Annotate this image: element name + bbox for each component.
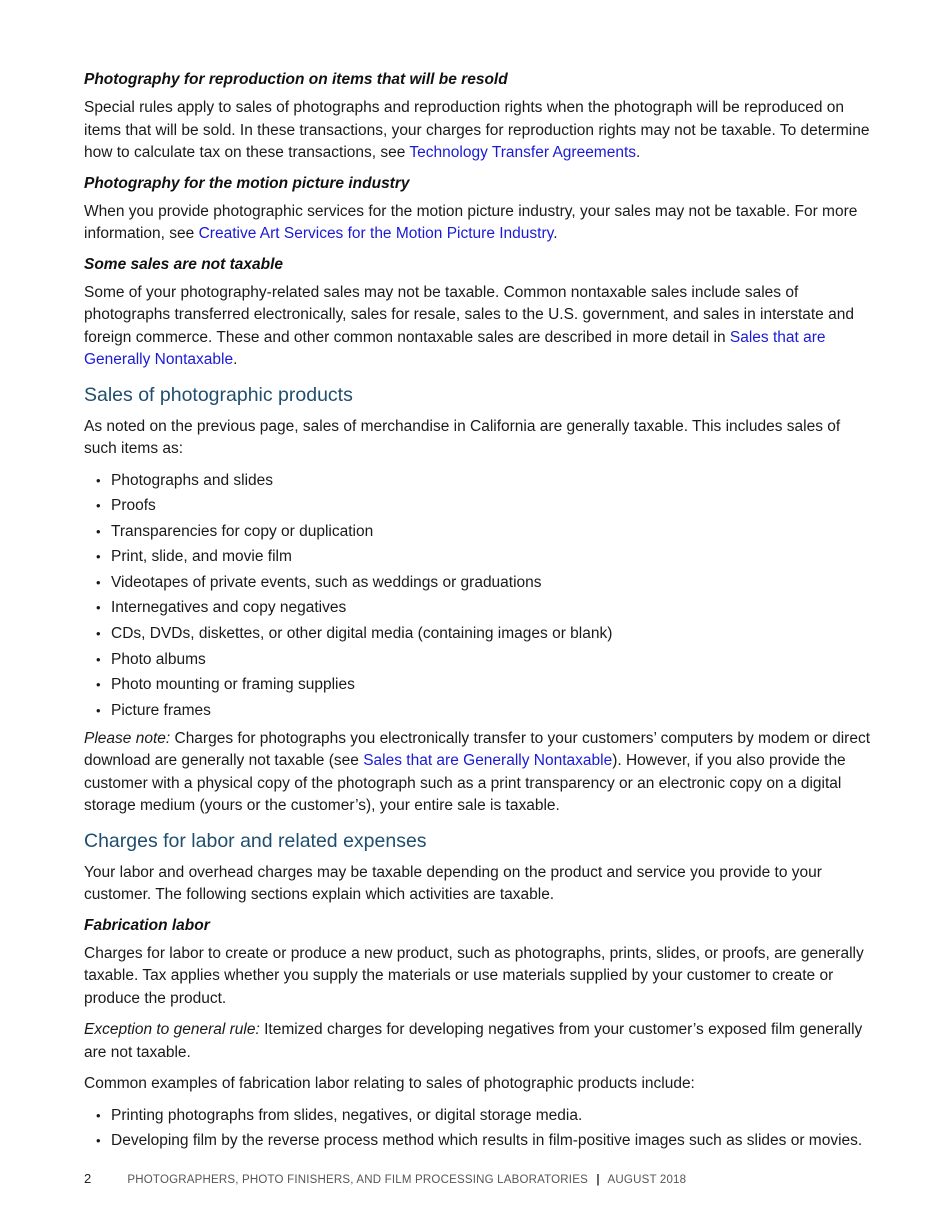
please-note-tail: ). However, if you also provide the customer with a physical copy of the photograph such as a print transparency or an electronic copy on a digital storage medium (yours or the customer’s), your entire sale is taxable.	[84, 752, 846, 815]
nontaxable-sales-link[interactable]: Sales that are Generally Nontaxable	[84, 328, 826, 368]
footer-separator: |	[596, 1174, 600, 1186]
nontaxable-sales-link-2[interactable]: Sales that are Generally Nontaxable	[363, 752, 613, 770]
list-item-text: Photo albums	[111, 650, 206, 668]
reproduction-tail: .	[636, 144, 641, 161]
list-item	[84, 597, 874, 619]
labor-title: Charges for labor and related expenses	[84, 829, 427, 852]
motion-picture-paragraph	[84, 201, 874, 246]
bullet-icon: •	[96, 1133, 101, 1149]
bullet-icon: •	[96, 1107, 101, 1123]
list-item-text: Proofs	[111, 497, 156, 515]
bullet-icon: •	[96, 523, 101, 539]
list-item	[84, 495, 874, 517]
photo-products-title: Sales of photographic products	[84, 383, 353, 406]
list-item-text: Videotapes of private events, such as weddings or graduations	[111, 573, 542, 591]
not-taxable-heading: Some sales are not taxable	[84, 255, 284, 273]
not-taxable-paragraph	[84, 282, 874, 372]
page-number: 2	[84, 1171, 92, 1186]
publication-title: PHOTOGRAPHERS, PHOTO FINISHERS, AND FILM PROCESSING LABORATORIES	[127, 1174, 588, 1186]
exception-paragraph	[84, 1019, 874, 1064]
bullet-icon: •	[96, 498, 101, 514]
examples-intro: Common examples of fabrication labor relating to sales of photographic products include:	[84, 1075, 695, 1093]
not-taxable-tail: .	[233, 351, 238, 368]
list-item	[84, 546, 874, 568]
fabrication-labor-paragraph: Charges for labor to create or produce a new product, such as photographs, prints, slides, or proofs, are generally taxable. Tax applies whether you supply the materials or use materials supplied by your customer to create or produce the product.	[84, 944, 864, 1007]
list-item-text: Developing film by the reverse process method which results in film-positive images such as slides or movies.	[111, 1132, 863, 1150]
bullet-icon: •	[96, 626, 101, 642]
motion-picture-tail: .	[553, 225, 558, 242]
bullet-icon: •	[96, 677, 101, 693]
technology-transfer-link[interactable]: Technology Transfer Agreements	[409, 144, 637, 161]
please-note-paragraph	[84, 728, 874, 818]
fabrication-labor-heading: Fabrication labor	[84, 916, 210, 934]
page-footer	[84, 1171, 686, 1186]
labor-intro: Your labor and overhead charges may be taxable depending on the product and service you provide to your customer. The following sections explain which activities are taxable.	[84, 863, 822, 904]
fabrication-examples-list	[84, 1105, 874, 1153]
motion-picture-text: When you provide photographic services for the motion picture industry, your sales may not be taxable. For more information, see	[84, 202, 858, 242]
list-item-text: Print, slide, and movie film	[111, 548, 292, 566]
list-item	[84, 1105, 874, 1127]
publication-date: AUGUST 2018	[607, 1174, 687, 1186]
bullet-icon: •	[96, 472, 101, 488]
document-page	[84, 70, 874, 1158]
list-item	[84, 649, 874, 671]
list-item	[84, 623, 874, 645]
list-item-text: Photo mounting or framing supplies	[111, 676, 355, 694]
exception-text: Itemized charges for developing negatives from your customer’s exposed film generally are not taxable.	[84, 1021, 863, 1061]
bullet-icon: •	[96, 702, 101, 718]
bullet-icon: •	[96, 600, 101, 616]
not-taxable-text: Some of your photography-related sales may not be taxable. Common nontaxable sales include sales of photographs transferred electronically, sales for resale, sales to the U.S. government, and sales in interstate and foreign commerce. These and other common nontaxable sales are described in more detail in	[84, 283, 854, 346]
list-item-text: Printing photographs from slides, negatives, or digital storage media.	[111, 1106, 583, 1124]
bullet-icon: •	[96, 574, 101, 590]
list-item-text: Photographs and slides	[111, 471, 274, 489]
bullet-icon: •	[96, 651, 101, 667]
list-item	[84, 674, 874, 696]
photo-products-intro: As noted on the previous page, sales of merchandise in California are generally taxable. This includes sales of such items as:	[84, 417, 841, 457]
reproduction-paragraph	[84, 97, 874, 165]
reproduction-text: Special rules apply to sales of photographs and reproduction rights when the photograph will be reproduced on items that will be sold. In these transactions, your charges for reproduction rights may not be taxable. To determine how to calculate tax on these transactions, see	[84, 99, 870, 161]
list-item-text: Transparencies for copy or duplication	[111, 522, 374, 540]
reproduction-heading: Photography for reproduction on items that will be resold	[84, 71, 508, 88]
please-note-label: Please note:	[84, 729, 171, 747]
photo-products-list	[84, 470, 874, 722]
please-note-text: Charges for photographs you electronically transfer to your customers’ computers by modem or direct download are generally not taxable (see	[84, 729, 871, 770]
creative-art-services-link[interactable]: Creative Art Services for the Motion Picture Industry	[198, 225, 554, 242]
list-item	[84, 572, 874, 594]
list-item	[84, 470, 874, 492]
list-item	[84, 1130, 874, 1152]
list-item-text: Picture frames	[111, 701, 211, 719]
list-item-text: CDs, DVDs, diskettes, or other digital media (containing images or blank)	[111, 625, 613, 643]
exception-label: Exception to general rule:	[84, 1021, 260, 1039]
bullet-icon: •	[96, 549, 101, 565]
list-item	[84, 700, 874, 722]
list-item-text: Internegatives and copy negatives	[111, 599, 347, 617]
list-item	[84, 521, 874, 543]
motion-picture-heading: Photography for the motion picture industry	[84, 174, 410, 192]
